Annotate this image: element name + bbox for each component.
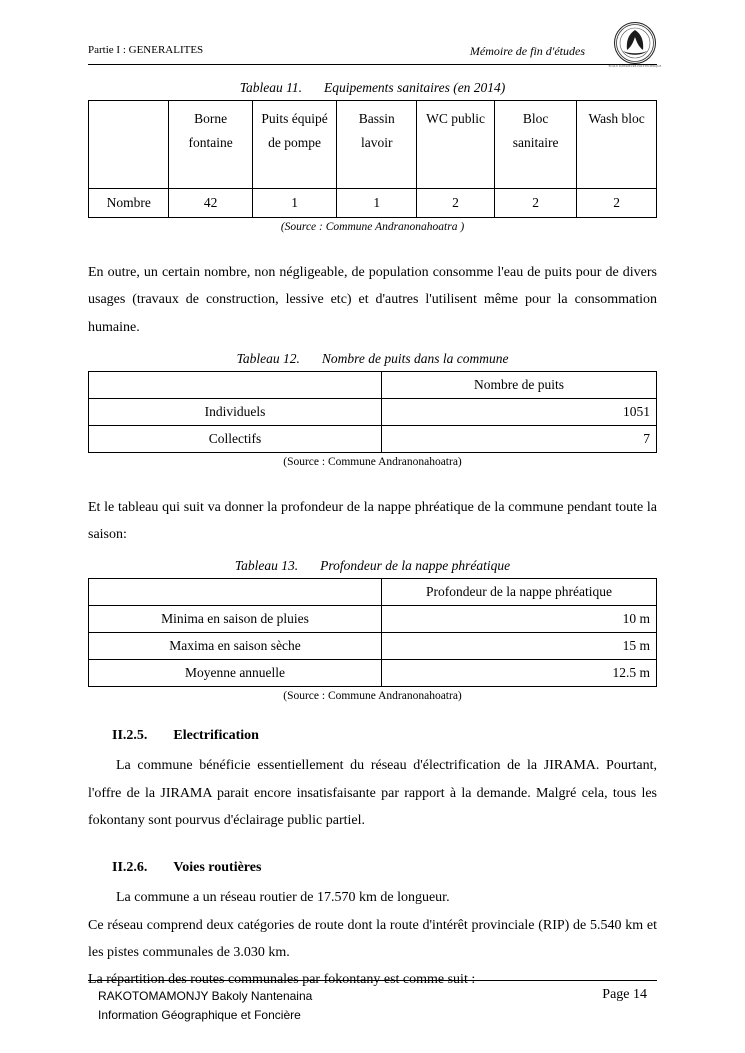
table12-label-individuels: Individuels [89, 398, 382, 425]
table13-header-profondeur: Profondeur de la nappe phréatique [382, 579, 657, 606]
table11-row-label: Nombre [89, 189, 169, 218]
table13-source: (Source : Commune Andranonahoatra) [283, 690, 462, 703]
paragraph-puits-usage: En outre, un certain nombre, non négligeable, de population consomme l'eau de puits pour de divers usages (travaux de construction, lessive etc) et d'autres l'utilisent même pour la consommation humaine. [88, 265, 657, 335]
table11-value-wc-public: 2 [417, 189, 495, 218]
page-number: Page 14 [602, 987, 647, 1002]
table-profondeur-nappe [88, 578, 657, 687]
table13-value-minima: 10 m [382, 606, 657, 633]
table12-label-collectifs: Collectifs [89, 425, 382, 452]
table13-value-maxima: 15 m [382, 633, 657, 660]
footer-author: RAKOTOMAMONJY Bakoly Nantenaina [98, 989, 313, 1003]
table12-header-nombre-de-puits: Nombre de puits [382, 371, 657, 398]
table11-value-bloc-sanitaire: 2 [494, 189, 576, 218]
section-title-1: Electrification [173, 728, 259, 744]
section-heading-electrification [88, 728, 657, 744]
university-logo [607, 22, 663, 68]
table11-caption-text: Equipements sanitaires (en 2014) [323, 80, 506, 95]
table-row [89, 606, 657, 633]
page-footer [88, 980, 657, 1025]
table-row [89, 660, 657, 687]
table11-value-borne-fontaine: 42 [169, 189, 252, 218]
footer-divider [88, 980, 657, 981]
table12-source: (Source : Commune Andranonahoatra) [283, 455, 462, 468]
table11-value-wash-bloc: 2 [577, 189, 657, 218]
paragraph-categories-route: Ce réseau comprend deux catégories de route dont la route d'intérêt provinciale (RIP) de 5.540 km et les pistes communales de 3.030 km. [88, 917, 657, 960]
table13-caption-number: Tableau 13. [234, 558, 299, 574]
table-row [89, 633, 657, 660]
table11-header-blank [89, 101, 169, 189]
table-row [89, 425, 657, 452]
paragraph-electrification: La commune bénéficie essentiellement du réseau d'électrification de la JIRAMA. Pourtant, l'offre de la JIRAMA parait encore insatisfaisante par rapport à la demande. Malgré cela, tous les fokontany sont pourvus d'éclairage public partiel. [88, 758, 657, 829]
table11-header-puits-pompe: Puits équipé de pompe [252, 101, 337, 189]
footer-author-block [98, 987, 312, 1024]
paragraph-repartition-routes: La répartition des routes communales par fokontany est comme suit : [88, 972, 476, 988]
header-right-text: Mémoire de fin d'études [469, 44, 585, 58]
document-body [88, 78, 657, 994]
table11-caption-number: Tableau 11. [239, 80, 302, 95]
table11-value-bassin-lavoir: 1 [337, 189, 417, 218]
table-nombre-de-puits [88, 371, 657, 453]
table13-value-moyenne: 12.5 m [382, 660, 657, 687]
table-row [89, 398, 657, 425]
table12-caption [88, 351, 657, 367]
table-row [89, 579, 657, 606]
table12-caption-number: Tableau 12. [236, 350, 300, 366]
table11-value-puits-pompe: 1 [252, 189, 337, 218]
table12-value-collectifs: 7 [382, 425, 657, 452]
logo-caption: ECOLE SUPERIEURE POLYTECHNIQUE [608, 65, 662, 68]
table-row [89, 189, 657, 218]
section-title-2: Voies routières [173, 860, 262, 876]
table13-caption-text: Profondeur de la nappe phréatique [320, 558, 511, 574]
table11-source: (Source : Commune Andranonahoatra ) [280, 221, 465, 233]
header-left-text: Partie I : GENERALITES [88, 44, 204, 56]
table12-value-individuels: 1051 [382, 398, 657, 425]
table-equipements-sanitaires [88, 100, 657, 218]
table13-label-moyenne: Moyenne annuelle [89, 660, 382, 687]
table11-header-borne-fontaine: Borne fontaine [169, 101, 252, 189]
table12-caption-text: Nombre de puits dans la commune [321, 350, 509, 366]
paragraph-nappe-phreatique: Et le tableau qui suit va donner la profondeur de la nappe phréatique de la commune pendant toute la saison: [88, 499, 657, 543]
section-heading-voies-routieres [88, 860, 657, 876]
footer-department: Information Géographique et Foncière [98, 1007, 301, 1022]
table13-label-maxima: Maxima en saison sèche [89, 633, 382, 660]
table11-caption [88, 80, 657, 96]
page-header [88, 40, 662, 74]
table11-header-bassin-lavoir: Bassin lavoir [337, 101, 417, 189]
table11-header-wc-public: WC public [417, 101, 495, 189]
table13-header-blank [89, 579, 382, 606]
table13-caption [88, 558, 657, 574]
table-row [89, 101, 657, 189]
table11-header-bloc-sanitaire: Bloc sanitaire [494, 101, 576, 189]
section-number-1: II.2.5. [112, 728, 148, 744]
table12-header-blank [89, 371, 382, 398]
header-divider [88, 64, 657, 65]
section-number-2: II.2.6. [112, 860, 148, 876]
table13-label-minima: Minima en saison de pluies [89, 606, 382, 633]
logo-emblem-icon [614, 22, 656, 64]
table-row [89, 371, 657, 398]
table11-header-wash-bloc: Wash bloc [577, 101, 657, 189]
paragraph-reseau-routier: La commune a un réseau routier de 17.570 km de longueur. [116, 890, 450, 906]
